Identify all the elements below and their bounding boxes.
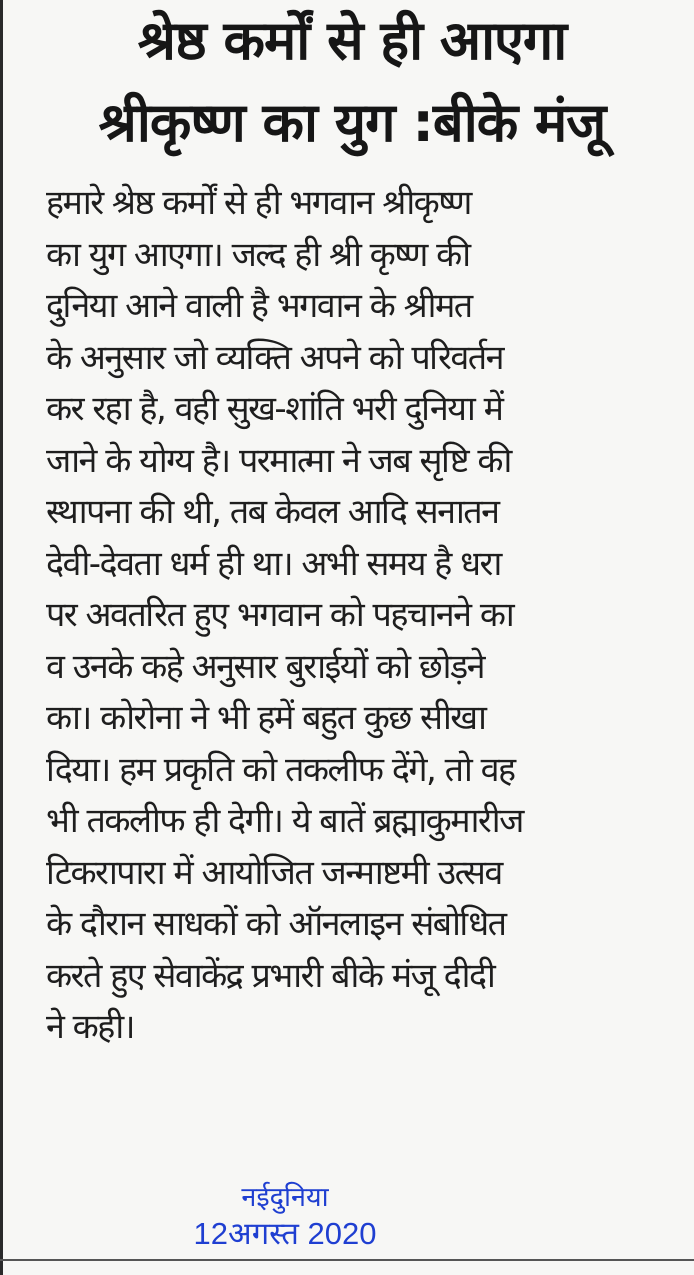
- body-line: का युग आएगा। जल्द ही श्री कृष्ण की: [46, 234, 470, 275]
- source-date: 12अगस्त 2020: [193, 1216, 377, 1251]
- headline-line-2: श्रीकृष्ण का युग :बीके मंजू: [98, 91, 606, 154]
- body-line: स्थापना की थी, तब केवल आदि सनातन: [46, 492, 499, 532]
- body-line: दुनिया आने वाली है भगवान के श्रीमत: [46, 286, 472, 326]
- body-line: के अनुसार जो व्यक्ति अपने को परिवर्तन: [46, 337, 504, 378]
- body-line: हमारे श्रेष्ठ कर्मों से ही भगवान श्रीकृष्ण: [46, 183, 471, 223]
- source-annotation: [180, 1180, 390, 1254]
- source-paper-name: नईदुनिया: [241, 1182, 329, 1212]
- body-line: के दौरान साधकों को ऑनलाइन संबोधित: [46, 904, 506, 944]
- body-line-last: ने कही।: [46, 1007, 135, 1047]
- body-line: व उनके कहे अनुसार बुराईयों को छोड़ने: [46, 646, 485, 687]
- body-line: पर अवतरित हुए भगवान को पहचानने का: [46, 595, 514, 635]
- body-line: जाने के योग्य है। परमात्मा ने जब सृष्टि की: [46, 440, 511, 481]
- body-line: दिया। हम प्रकृति को तकलीफ देंगे, तो वह: [46, 749, 515, 790]
- body-line: का। कोरोना ने भी हमें बहुत कुछ सीखा: [46, 698, 486, 738]
- body-line: देवी-देवता धर्म ही था। अभी समय है धरा: [46, 543, 501, 584]
- bottom-rule: [0, 1259, 694, 1261]
- body-line: टिकरापारा में आयोजित जन्माष्टमी उत्सव: [46, 852, 502, 893]
- column-rule-left: [0, 0, 3, 1275]
- article-headline: [20, 0, 684, 164]
- body-line: भी तकलीफ ही देगी। ये बातें ब्रह्माकुमारीज: [46, 801, 523, 841]
- article-body: [46, 178, 674, 1054]
- body-line: करते हुए सेवाकेंद्र प्रभारी बीके मंजू दीदी: [46, 955, 495, 996]
- headline-line-1: श्रेष्ठ कर्मों से ही आएगा: [137, 9, 567, 72]
- body-line: कर रहा है, वही सुख-शांति भरी दुनिया में: [46, 389, 503, 429]
